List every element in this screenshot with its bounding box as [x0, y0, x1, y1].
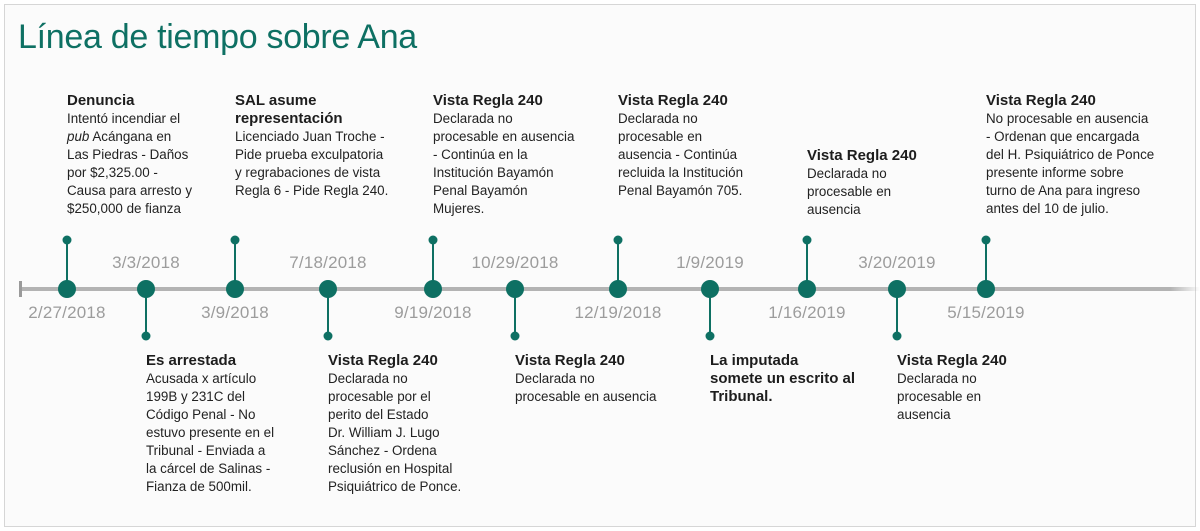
- timeline-stem: [66, 240, 68, 289]
- event-date: 9/19/2018: [394, 303, 472, 322]
- event-card: [618, 92, 768, 200]
- page-title: Línea de tiempo sobre Ana: [18, 18, 417, 56]
- event-card: [328, 352, 478, 496]
- event-description-emphasis: pub: [67, 129, 90, 144]
- event-title: Vista Regla 240: [433, 92, 543, 109]
- timeline-stem-tip: [893, 332, 902, 341]
- event-date: 1/9/2019: [676, 253, 744, 272]
- event-date: 1/16/2019: [768, 303, 846, 322]
- event-card: [986, 92, 1166, 218]
- event-card: [515, 352, 675, 406]
- timeline-stem: [617, 240, 619, 289]
- timeline-stem-tip: [982, 236, 991, 245]
- event-description-part: Intentó incendiar el: [67, 111, 181, 126]
- event-description: Declarada no procesable en ausencia - Continúa en la Institución Bayamón Penal Bayamón Mujeres.: [433, 111, 575, 216]
- event-description: Declarada no procesable en ausencia: [897, 371, 982, 422]
- event-title: Vista Regla 240: [328, 352, 438, 369]
- event-description: Declarada no procesable por el perito del Estado Dr. William J. Lugo Sánchez - Ordena reclusión en Hospital Psiquiátrico de Ponce.: [328, 371, 462, 494]
- event-description: Acusada x artículo 199B y 231C del Código Penal - No estuvo presente en el Tribunal - Enviada a la cárcel de Salinas - Fianza de 500mil.: [146, 371, 275, 494]
- event-card: [433, 92, 593, 218]
- event-title: Es arrestada: [146, 352, 237, 369]
- timeline-stem: [806, 240, 808, 289]
- event-card: [710, 352, 870, 406]
- timeline-stem-tip: [231, 236, 240, 245]
- event-date: 2/27/2018: [28, 303, 106, 322]
- event-date: 12/19/2018: [574, 303, 662, 322]
- event-title: Vista Regla 240: [618, 92, 728, 109]
- timeline-stem: [514, 289, 516, 336]
- event-description: No procesable en ausencia - Ordenan que encargada del H. Psiquiátrico de Ponce presente informe sobre turno de Ana para ingreso antes del 10 de julio.: [986, 111, 1155, 216]
- event-date: 10/29/2018: [471, 253, 559, 272]
- event-title: Vista Regla 240: [807, 147, 917, 164]
- timeline-stem-tip: [324, 332, 333, 341]
- timeline-stem: [896, 289, 898, 336]
- event-card: [807, 147, 957, 219]
- event-description: Declarada no procesable en ausencia - Continúa recluida la Institución Penal Bayamón 705.: [618, 111, 744, 198]
- event-title: Vista Regla 240: [897, 352, 1007, 369]
- event-card: [235, 92, 405, 200]
- event-card: [146, 352, 296, 496]
- event-card: [897, 352, 1047, 424]
- event-date: 5/15/2019: [947, 303, 1025, 322]
- event-description: [67, 110, 217, 218]
- event-title: Denuncia: [67, 92, 135, 109]
- event-description-part: Acángana en Las Piedras - Daños por $2,325.00 - Causa para arresto y $250,000 de fianza: [67, 129, 193, 216]
- timeline-stem: [985, 240, 987, 289]
- timeline-stem: [234, 240, 236, 289]
- event-title: Vista Regla 240: [986, 92, 1096, 109]
- event-title: SAL asume representación: [235, 92, 343, 127]
- event-description: Declarada no procesable en ausencia: [515, 371, 657, 404]
- timeline-stem: [145, 289, 147, 336]
- timeline-stem: [432, 240, 434, 289]
- timeline-stem-tip: [142, 332, 151, 341]
- timeline-stem-tip: [614, 236, 623, 245]
- event-description: Licenciado Juan Troche - Pide prueba exculpatoria y regrabaciones de vista Regla 6 - Pide Regla 240.: [235, 129, 389, 198]
- event-title: La imputada somete un escrito al Tribunal.: [710, 352, 856, 405]
- event-date: 3/20/2019: [858, 253, 936, 272]
- timeline-axis: [22, 287, 1170, 291]
- event-date: 7/18/2018: [289, 253, 367, 272]
- timeline-stem-tip: [803, 236, 812, 245]
- event-description: Declarada no procesable en ausencia: [807, 166, 892, 217]
- timeline-stem: [327, 289, 329, 336]
- event-date: 3/9/2018: [201, 303, 269, 322]
- event-card: [67, 92, 217, 218]
- timeline-stem-tip: [63, 236, 72, 245]
- event-date: 3/3/2018: [112, 253, 180, 272]
- timeline-stem-tip: [511, 332, 520, 341]
- timeline-stem-tip: [429, 236, 438, 245]
- timeline-stem: [709, 289, 711, 336]
- timeline-stem-tip: [706, 332, 715, 341]
- event-title: Vista Regla 240: [515, 352, 625, 369]
